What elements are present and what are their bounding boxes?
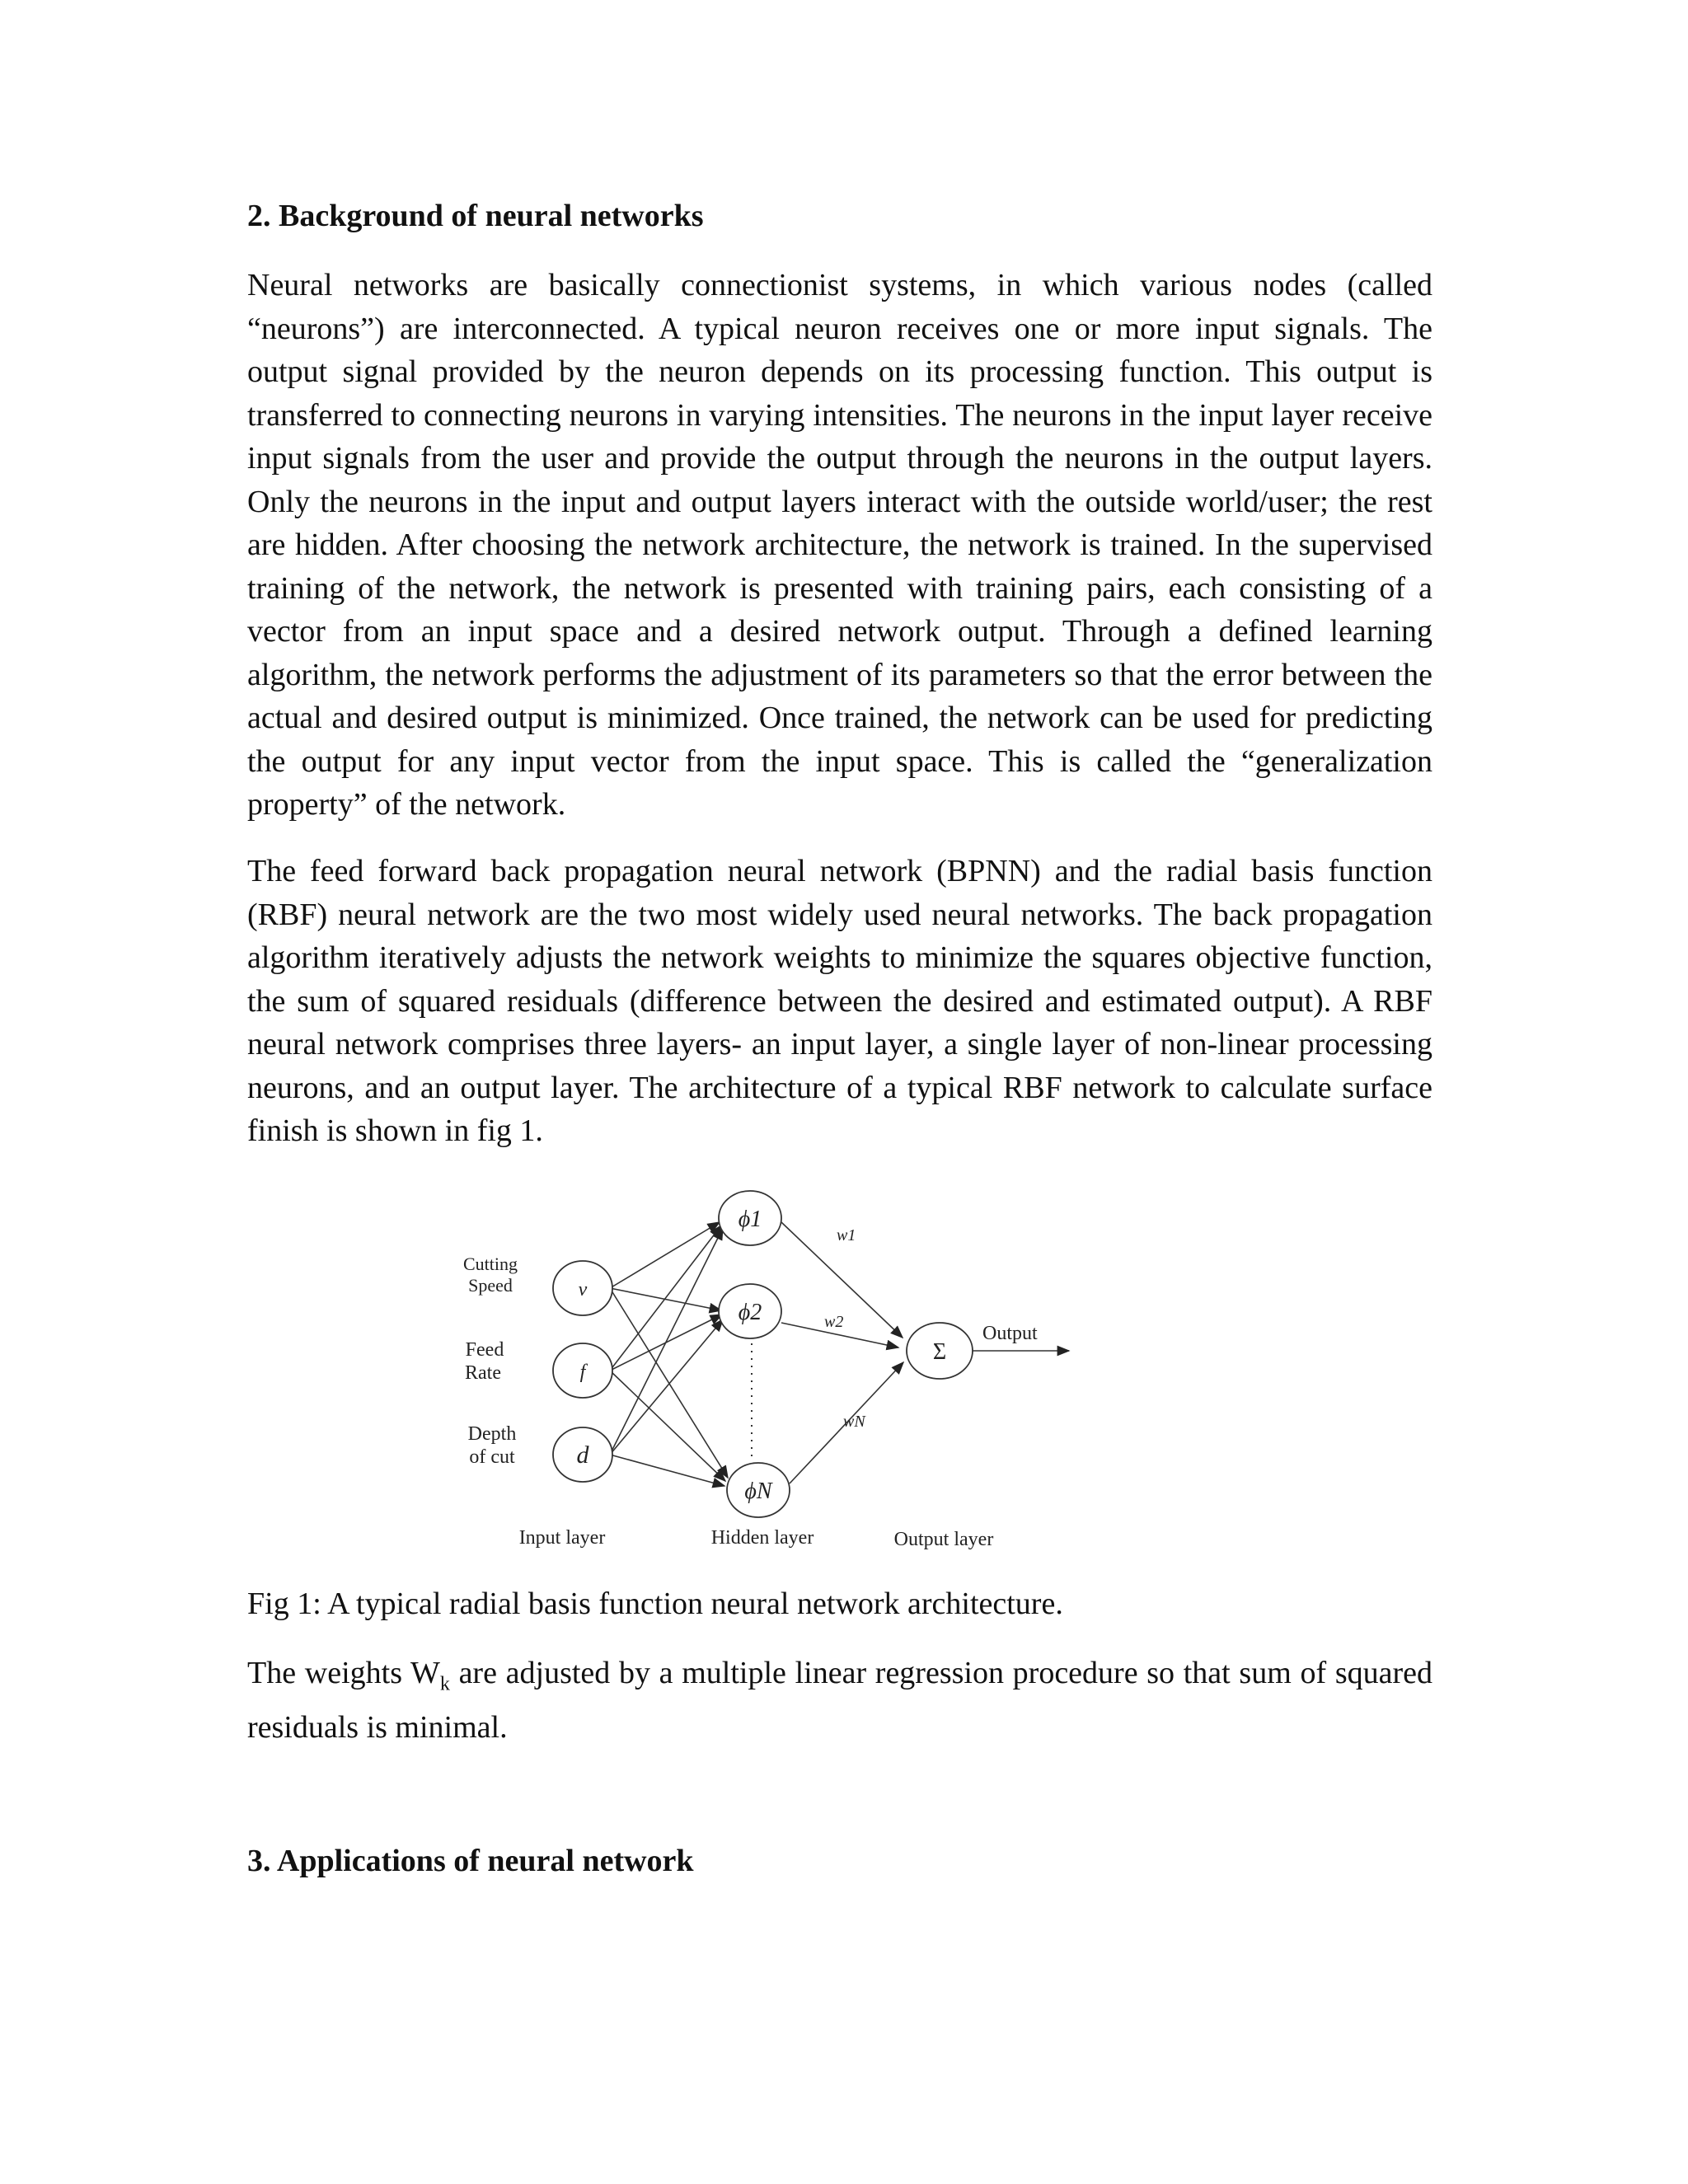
input-label-depth: Depth — [467, 1423, 517, 1445]
hidden-neurons — [719, 1191, 790, 1517]
edge-f-phin — [610, 1371, 725, 1481]
input-layer-label: Input layer — [518, 1527, 606, 1549]
rbf-network-diagram — [445, 1174, 1088, 1554]
para3-end: are adjusted by a multiple linear regression procedure so that sum of squared residuals is minimal. — [247, 1656, 1432, 1746]
edge-v-phi2 — [610, 1288, 721, 1310]
edge-v-phi1 — [610, 1222, 720, 1288]
hidden-label-phi2: ϕ2 — [738, 1300, 762, 1325]
section-2-paragraph-3 — [247, 1652, 1432, 1750]
hidden-label-phi1: ϕ1 — [738, 1207, 762, 1232]
edge-d-phin — [610, 1455, 724, 1486]
section-2-heading: 2. Background of neural networks — [247, 199, 704, 233]
input-hidden-connections — [610, 1222, 728, 1486]
section-3-heading: 3. Applications of neural network — [247, 1844, 694, 1878]
weight-label-w1: w1 — [837, 1226, 856, 1244]
edge-v-phin — [610, 1288, 728, 1478]
para3-start: The weights W — [247, 1656, 440, 1690]
output-label: Output — [982, 1323, 1038, 1344]
input-label-cutting: Cutting — [462, 1254, 518, 1274]
input-label-rate: Rate — [465, 1362, 501, 1384]
edge-d-phi1 — [610, 1228, 723, 1455]
input-symbol-d: d — [576, 1441, 589, 1469]
weight-label-w2: w2 — [824, 1313, 844, 1331]
sum-symbol: Σ — [932, 1339, 947, 1365]
section-2-paragraph-1: Neural networks are basically connectionist systems, in which various nodes (called “neurons”) are interconnected. A typical neuron receives one or more input signals. The output signal provided by the neuron depends on its processing function. This output is transferred to connecting neurons in varying intensities. The neurons in the input layer receive input signals from the user and provide the output through the neurons in the output layers. Only the neurons in the input and output layers interact with the outside world/user; the rest are hidden. After choosing the network architecture, the network is trained. In the supervised training of the network, the network is presented with training pairs, each consisting of a vector from an input space and a desired network output. Through a defined learning algorithm, the network performs the adjustment of its parameters so that the error between the actual and desired output is minimized. Once trained, the network can be used for predicting the output for any input vector from the input space. This is called the “generalization property” of the network. — [247, 268, 1432, 822]
para3-subscript-k: k — [439, 1673, 450, 1695]
section-2-paragraph-2: The feed forward back propagation neural network (BPNN) and the radial basis function (RBF) neural network are the two most widely used neural networks. The back propagation algorithm iteratively adjusts the network weights to minimize the squares objective function, the sum of squared residuals (difference between the desired and estimated output). A RBF neural network comprises three layers- an input layer, a single layer of non-linear processing neurons, and an output layer. The architecture of a typical RBF network to calculate surface finish is shown in fig 1. — [247, 854, 1432, 1148]
input-label-speed: Speed — [468, 1275, 513, 1296]
hidden-layer-label: Hidden layer — [710, 1527, 814, 1549]
output-layer-label: Output layer — [893, 1529, 994, 1550]
input-symbol-f: f — [579, 1361, 586, 1383]
figure-1-caption: Fig 1: A typical radial basis function neural network architecture. — [247, 1586, 1063, 1621]
input-symbol-v: v — [578, 1279, 588, 1301]
hidden-label-phin: ϕN — [744, 1479, 772, 1504]
rbf-network-figure — [445, 1174, 1088, 1554]
edge-f-phi1 — [610, 1226, 721, 1371]
weight-label-wn: wN — [843, 1413, 865, 1431]
input-label-feed: Feed — [465, 1339, 504, 1361]
input-label-of-cut: of cut — [469, 1446, 515, 1468]
